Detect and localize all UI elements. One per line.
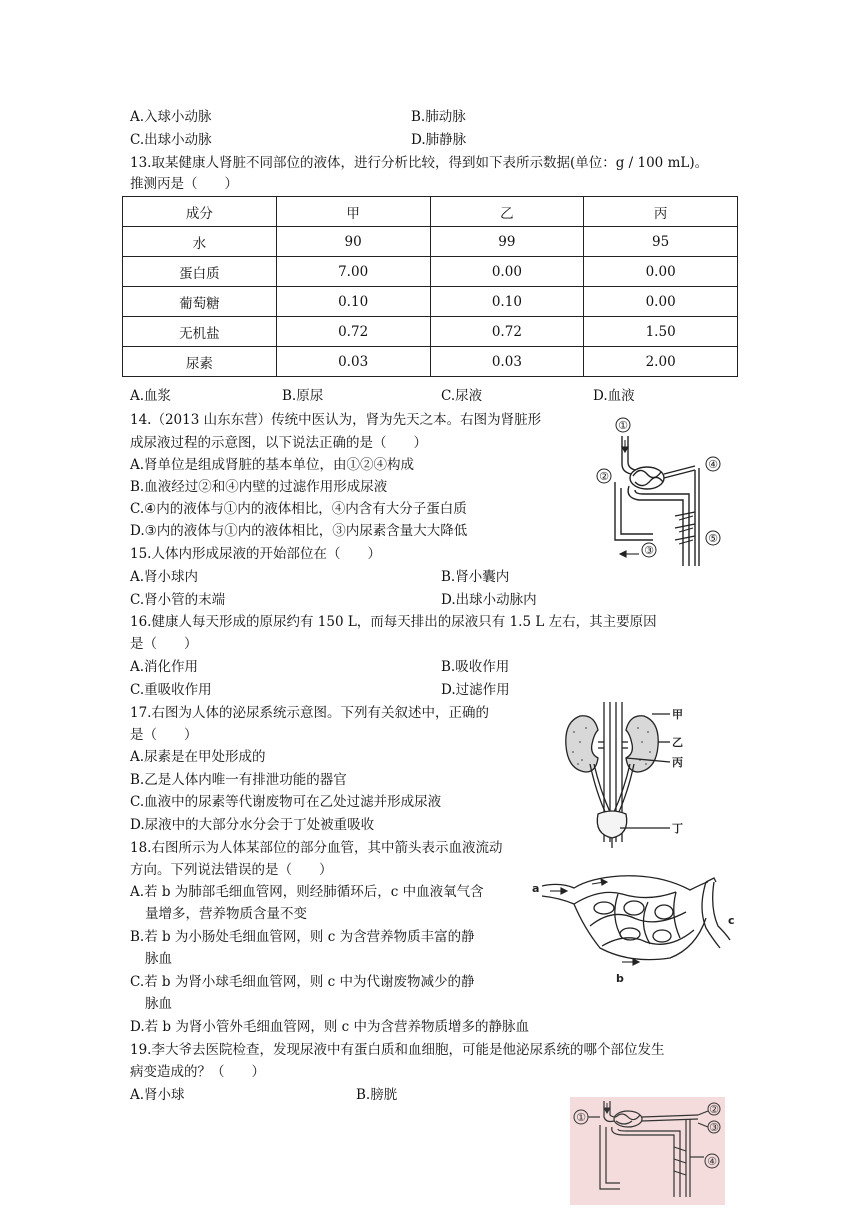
nephron-label-3: ③ [644,544,654,557]
table-cell: 葡萄糖 [123,287,277,317]
q16-option-a: A.消化作用 [130,659,199,675]
table-cell: 90 [276,227,430,257]
nephron-diagram-2-figure [570,1097,725,1205]
q13-data-table [122,196,738,377]
table-cell: 0.10 [430,287,584,317]
q13-option-d: D.血液 [593,388,635,404]
table-row [123,347,738,377]
table-header-row [123,197,738,227]
nephron-label-4: ④ [708,458,718,471]
q19-option-b: B.膀胱 [356,1087,398,1103]
q16-option-d: D.过滤作用 [441,682,510,698]
q12-option-a: A.入球小动脉 [130,109,212,125]
q19-stem-line2: 病变造成的？（ ） [130,1064,265,1080]
nephron-diagram [595,416,725,581]
q14-option-a: A.肾单位是组成肾脏的基本单位，由①②④构成 [130,457,415,473]
q16-option-b: B.吸收作用 [441,659,510,675]
nephron2-label-3: ③ [709,1121,719,1134]
nephron-label-5: ⑤ [708,532,718,545]
table-cell: 99 [430,227,584,257]
table-cell: 0.03 [430,347,584,377]
table-header-cell: 成分 [123,197,277,227]
q16-stem-line1: 16.健康人每天形成的原尿约有 150 L，而每天排出的尿液只有 1.5 L 左右，其主要原因 [130,614,657,630]
table-cell: 0.72 [276,317,430,347]
table-cell: 0.00 [430,257,584,287]
q18-stem-line2: 方向。下列说法错误的是（ ） [130,862,333,878]
table-cell: 水 [123,227,277,257]
table-row [123,257,738,287]
q14-stem-line1: 14.（2013 山东东营）传统中医认为，肾为先天之本。右图为肾脏形 [130,412,542,428]
table-cell: 0.00 [584,257,738,287]
q14-stem-line2: 成尿液过程的示意图，以下说法正确的是（ ） [130,435,427,451]
table-cell: 0.03 [276,347,430,377]
urinary-label-yi: 乙 [672,736,683,749]
urinary-system-diagram [560,702,710,850]
table-row [123,227,738,257]
table-cell: 2.00 [584,347,738,377]
table-cell: 1.50 [584,317,738,347]
q18-stem-line1: 18.右图所示为人体某部位的部分血管，其中箭头表示血液流动 [130,840,503,856]
table-row [123,317,738,347]
urinary-label-jia: 甲 [672,708,683,721]
nephron2-label-2: ② [709,1103,719,1116]
capillary-label-a: a [532,882,540,895]
q12-option-c: C.出球小动脉 [130,132,212,148]
q15-option-d: D.出球小动脉内 [441,592,537,608]
q13-stem-line2: 推测丙是（ ） [130,176,238,192]
table-cell: 无机盐 [123,317,277,347]
q19-option-a: A.肾小球 [130,1087,185,1103]
urinary-label-ding: 丁 [672,822,683,835]
q14-option-c: C.④内的液体与①内的液体相比，④内含有大分子蛋白质 [130,501,467,517]
capillary-network-figure [530,868,740,988]
q15-option-c: C.肾小管的末端 [130,592,226,608]
q17-option-d: D.尿液中的大部分水分会于丁处被重吸收 [130,817,375,833]
capillary-label-c: c [728,914,735,927]
q17-option-a: A.尿素是在甲处形成的 [130,749,266,765]
nephron-diagram-figure [595,416,725,581]
nephron2-label-1: ① [576,1111,586,1124]
q15-stem: 15.人体内形成尿液的开始部位在（ ） [130,546,381,562]
q14-option-b: B.血液经过②和④内壁的过滤作用形成尿液 [130,479,388,495]
q13-option-c: C.尿液 [441,388,483,404]
q15-option-a: A.肾小球内 [130,569,199,585]
q17-option-c: C.血液中的尿素等代谢废物可在乙处过滤并形成尿液 [130,794,442,810]
capillary-network-diagram [530,868,740,988]
q17-stem-line2: 是（ ） [130,727,198,743]
q16-stem-line2: 是（ ） [130,636,198,652]
q18-option-a-line2: 量增多，营养物质含量不变 [145,906,307,922]
q15-option-b: B.肾小囊内 [441,569,510,585]
table-cell: 0.72 [430,317,584,347]
urinary-system-figure [560,702,710,850]
q17-stem-line1: 17.右图为人体的泌尿系统示意图。下列有关叙述中，正确的 [130,705,489,721]
nephron-label-2: ② [599,470,609,483]
q13-option-a: A.血浆 [130,388,172,404]
q13-stem-line1: 13.取某健康人肾脏不同部位的液体，进行分析比较，得到如下表所示数据(单位：g / 100 mL)。 [130,155,709,171]
q18-option-b-line2: 脉血 [145,951,172,967]
table-cell: 95 [584,227,738,257]
table-cell: 7.00 [276,257,430,287]
q18-option-c-line1: C.若 b 为肾小球毛细血管网，则 c 中为代谢废物减少的静 [130,974,475,990]
q18-option-c-line2: 脉血 [145,996,172,1012]
q12-option-d: D.肺静脉 [411,132,467,148]
q19-stem-line1: 19.李大爷去医院检查，发现尿液中有蛋白质和血细胞，可能是他泌尿系统的哪个部位发生 [130,1042,665,1058]
q16-option-c: C.重吸收作用 [130,682,212,698]
q17-option-b: B.乙是人体内唯一有排泄功能的器官 [130,772,347,788]
table-header-cell: 乙 [430,197,584,227]
q14-option-d: D.③内的液体与①内的液体相比，③内尿素含量大大降低 [130,523,468,539]
q12-option-b: B.肺动脉 [411,109,466,125]
table-header-cell: 丙 [584,197,738,227]
table-row [123,287,738,317]
nephron-label-1: ① [618,419,628,432]
urinary-label-bing: 丙 [672,756,683,769]
table-cell: 蛋白质 [123,257,277,287]
q18-option-a-line1: A.若 b 为肺部毛细血管网，则经肺循环后，c 中血液氧气含 [130,884,484,900]
nephron-diagram-2 [570,1097,725,1205]
table-cell: 0.10 [276,287,430,317]
table-cell: 尿素 [123,347,277,377]
table-header-cell: 甲 [276,197,430,227]
nephron2-label-4: ④ [707,1155,717,1168]
q18-option-b-line1: B.若 b 为小肠处毛细血管网，则 c 为含营养物质丰富的静 [130,929,475,945]
capillary-label-b: b [616,972,624,985]
q18-option-d: D.若 b 为肾小管外毛细血管网，则 c 中为含营养物质增多的静脉血 [130,1019,530,1035]
q13-option-b: B.原尿 [282,388,324,404]
table-cell: 0.00 [584,287,738,317]
